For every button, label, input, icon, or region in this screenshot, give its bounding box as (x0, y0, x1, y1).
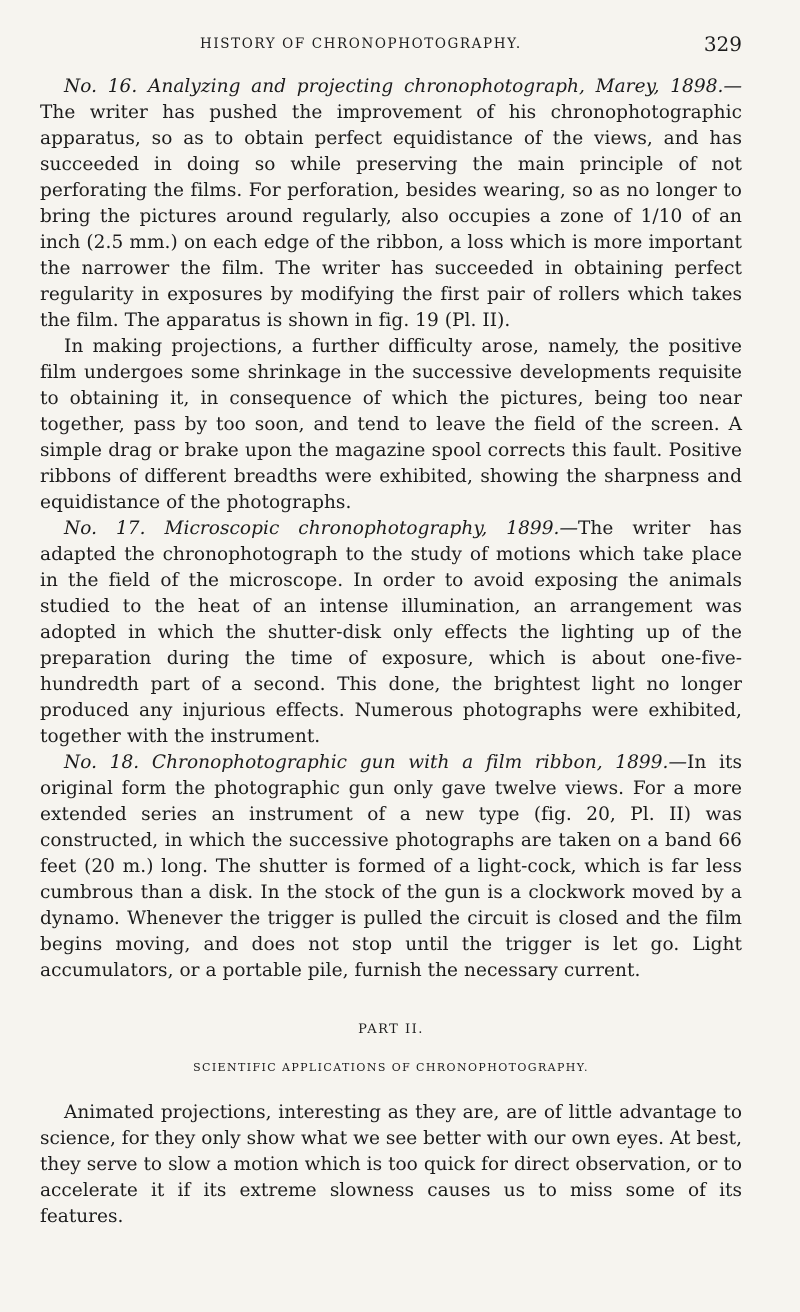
entry-heading: No. 17. Microscopic chronophotography, 1899.— (64, 518, 579, 539)
paragraph-body: The writer has adapted the chronophotograph to the study of motions which take place in the field of the microscope. In order to avoid exposing the animals studied to the heat of an intense illumination, an arrangement was adopted in which the shutter-disk only effects the lighting up of the preparation during the time of exposure, which is about one-five-hundredth part of a second. This done, the brightest light no longer produced any injurious effects. Numerous photographs were exhibited, together with the instrument. (40, 518, 742, 747)
page-number: 329 (703, 32, 742, 56)
paragraph-no-16 (40, 74, 742, 334)
paragraph-body: The writer has pushed the improvement of his chronophotographic apparatus, so as to obtain perfect equidistance of the views, and has succeeded in doing so while preserving the main principle of not perforating the films. For perforation, besides wearing, so as no longer to bring the pictures around regularly, also occupies a zone of 1/10 of an inch (2.5 mm.) on each edge of the ribbon, a loss which is more important the narrower the film. The writer has succeeded in obtaining perfect regularity in exposures by modifying the first pair of rollers which takes the film. The apparatus is shown in fig. 19 (Pl. II). (40, 102, 742, 331)
paragraph-body: In its original form the photographic gun only gave twelve views. For a more extended series an instrument of a new type (fig. 20, Pl. II) was constructed, in which the successive photographs are taken on a band 66 feet (20 m.) long. The shutter is formed of a light-cock, which is far less cumbrous than a disk. In the stock of the gun is a clockwork moved by a dynamo. Whenever the trigger is pulled the circuit is closed and the film begins moving, and does not stop until the trigger is let go. Light accumulators, or a portable pile, furnish the necessary current. (40, 752, 743, 981)
entry-heading: No. 16. Analyzing and projecting chronophotograph, Marey, 1898.— (64, 76, 742, 97)
closing-section (40, 1100, 742, 1230)
paragraph-no-17 (40, 516, 742, 750)
paragraph-projections (40, 334, 742, 516)
running-head (40, 32, 742, 66)
paragraph-no-18 (40, 750, 742, 984)
part-subtitle: SCIENTIFIC APPLICATIONS OF CHRONOPHOTOGRAPHY. (193, 1061, 589, 1074)
body-text (40, 74, 742, 984)
closing-paragraph: Animated projections, interesting as they are, are of little advantage to science, for they only show what we see better with our own eyes. At best, they serve to slow a motion which is too quick for direct observation, or to accelerate it if its extreme slowness causes us to miss some of its features. (40, 1102, 742, 1227)
running-title: HISTORY OF CHRONOPHOTOGRAPHY. (200, 36, 522, 52)
entry-heading: No. 18. Chronophotographic gun with a film ribbon, 1899.— (64, 752, 688, 773)
part-title: PART II. (358, 1022, 424, 1037)
paragraph-body: In making projections, a further difficulty arose, namely, the positive film undergoes some shrinkage in the successive developments requisite to obtaining it, in consequence of which the pictures, being too near together, pass by too soon, and tend to leave the field of the screen. A simple drag or brake upon the magazine spool corrects this fault. Positive ribbons of different breadths were exhibited, showing the sharpness and equidistance of the photographs. (40, 336, 742, 513)
